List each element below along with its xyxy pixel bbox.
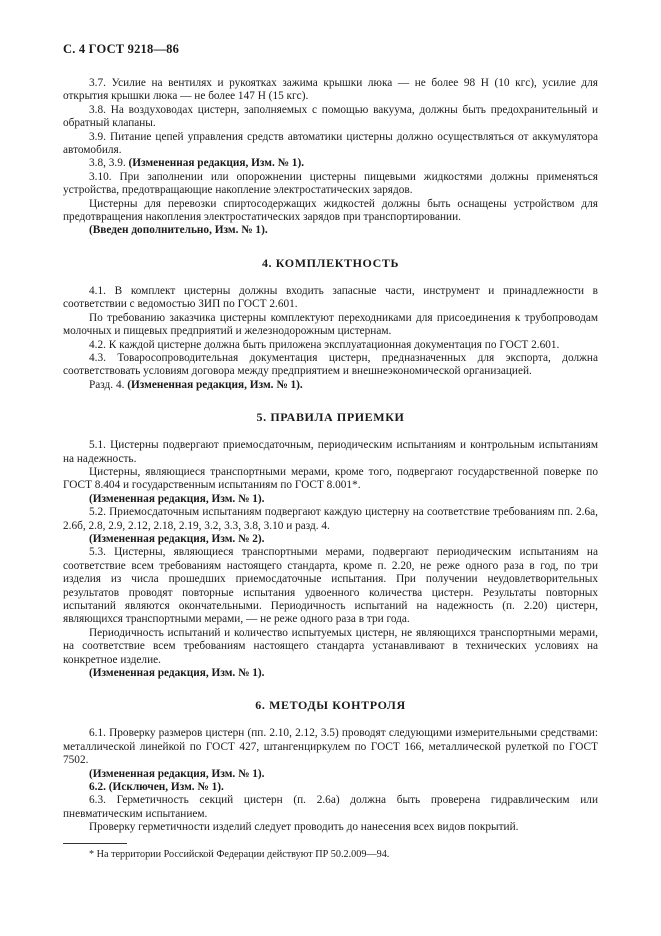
section-5-body bbox=[63, 439, 598, 680]
amendment-note: 6.2. (Исключен, Изм. № 1). bbox=[89, 781, 224, 794]
page-header: С. 4 ГОСТ 9218—86 bbox=[63, 42, 180, 56]
paragraph: 3.7. Усилие на вентилях и рукоятках зажима крышки люка — не более 98 Н (10 кгс), усилие для открытия крышки люка — не более 147 Н (15 кгс). bbox=[63, 77, 598, 103]
amendment-note: (Измененная редакция, Изм. № 1). bbox=[89, 667, 265, 680]
amendment-note: (Измененная редакция, Изм. № 2). bbox=[89, 532, 265, 545]
paragraph: 6.3. Герметичность секций цистерн (п. 2.6а) должна быть проверена гидравлическим или пневматическим испытанием. bbox=[63, 794, 598, 820]
paragraph: 3.8. На воздуховодах цистерн, заполняемых с помощью вакуума, должны быть предохранительный и обратный клапаны. bbox=[63, 103, 598, 130]
footnote-divider bbox=[63, 843, 127, 844]
item-ref: Разд. 4. bbox=[89, 378, 128, 391]
section-title-5: 5. ПРАВИЛА ПРИЕМКИ bbox=[256, 410, 405, 425]
paragraph: Проверку герметичности изделий следует проводить до нанесения всех видов покрытий. bbox=[89, 821, 519, 834]
footnote: * На территории Российской Федерации действуют ПР 50.2.009—94. bbox=[89, 848, 390, 860]
paragraph: 4.3. Товаросопроводительная документация цистерн, предназначенных для экспорта, должна соответствовать условиям договора между предприятием и внешнеэкономической организацией. bbox=[63, 351, 598, 378]
paragraph: 3.10. При заполнении или опорожнении цистерны пищевыми жидкостями должны применяться устройства, предотвращающие накопление электростатических зарядов. bbox=[63, 170, 598, 197]
paragraph: 3.9. Питание цепей управления средств автоматики цистерны должно осуществляться от аккумулятора автомобиля. bbox=[63, 130, 598, 157]
paragraph: 5.1. Цистерны подвергают приемосдаточным, периодическим испытаниям и контрольным испытаниям на надежность. bbox=[63, 439, 598, 465]
amendment-note: (Введен дополнительно, Изм. № 1). bbox=[89, 224, 268, 237]
paragraph: Цистерны, являющиеся транспортными мерами, кроме того, подвергают государственной поверке по ГОСТ 8.404 и государственным испытаниям по ГОСТ 8.001*. bbox=[63, 465, 598, 492]
paragraph: 5.3. Цистерны, являющиеся транспортными мерами, подвергают периодическим испытаниям на соответствие всем требованиям настоящего стандарта, кроме п. 2.20, не реже одного раза в год, по три изделия из числа прошедших приемосдаточные испытания. При получении неудовлетворительных результатов проводят повторные испытания удвоенного количества цистерн. Результаты повторных испытаний являются окончательными. Периодичность испытаний на надежность (п. 2.20) цистерн, являющихся транспортными мерами, — не реже одного раза в три года. bbox=[63, 546, 598, 626]
paragraph bbox=[63, 379, 598, 392]
paragraph: 5.2. Приемосдаточным испытаниям подвергают каждую цистерну на соответствие требованиям пп. 2.6а, 2.6б, 2.8, 2.9, 2.12, 2.18, 2.19, 3.2, 3.3, 3.8, 3.10 и разд. 4. bbox=[63, 506, 598, 532]
paragraph: 4.2. К каждой цистерне должна быть приложена эксплуатационная документация по ГОСТ 2.601. bbox=[89, 338, 560, 351]
paragraph bbox=[63, 157, 598, 170]
paragraph: Периодичность испытаний и количество испытуемых цистерн, не являющихся транспортными мерами, на соответствие всем требованиям настоящего стандарта устанавливают в технических условиях на конкретное изделие. bbox=[63, 626, 598, 666]
item-ref: 3.8, 3.9. bbox=[89, 157, 129, 170]
block-items-3 bbox=[63, 77, 598, 238]
amendment-note: (Измененная редакция, Изм. № 1). bbox=[127, 378, 303, 391]
paragraph: По требованию заказчика цистерны комплектуют переходниками для присоединения к трубопроводам молочных и пищевых предприятий и железнодорожным цистернам. bbox=[63, 311, 598, 338]
paragraph: 4.1. В комплект цистерны должны входить запасные части, инструмент и принадлежности в соответствии с ведомостью ЗИП по ГОСТ 2.601. bbox=[63, 284, 598, 311]
paragraph: Цистерны для перевозки спиртосодержащих жидкостей должны быть оснащены устройством для предотвращения накопления электростатических зарядов при транспортировании. bbox=[63, 197, 598, 224]
amendment-note: (Измененная редакция, Изм. № 1). bbox=[89, 492, 265, 505]
amendment-note: (Измененная редакция, Изм. № 1). bbox=[89, 767, 265, 780]
section-6-body bbox=[63, 727, 598, 834]
amendment-note: (Измененная редакция, Изм. № 1). bbox=[128, 157, 305, 170]
section-title-4: 4. КОМПЛЕКТНОСТЬ bbox=[261, 255, 400, 270]
paragraph: 6.1. Проверку размеров цистерн (пп. 2.10, 2.12, 3.5) проводят следующими измерительными средствами: металлической линейкой по ГОСТ 427, штангенциркулем по ГОСТ 166, металлической рулеткой по ГОСТ 7502. bbox=[63, 727, 598, 767]
section-title-6: 6. МЕТОДЫ КОНТРОЛЯ bbox=[255, 698, 406, 713]
section-4-body bbox=[63, 285, 598, 392]
document-page bbox=[63, 42, 598, 861]
